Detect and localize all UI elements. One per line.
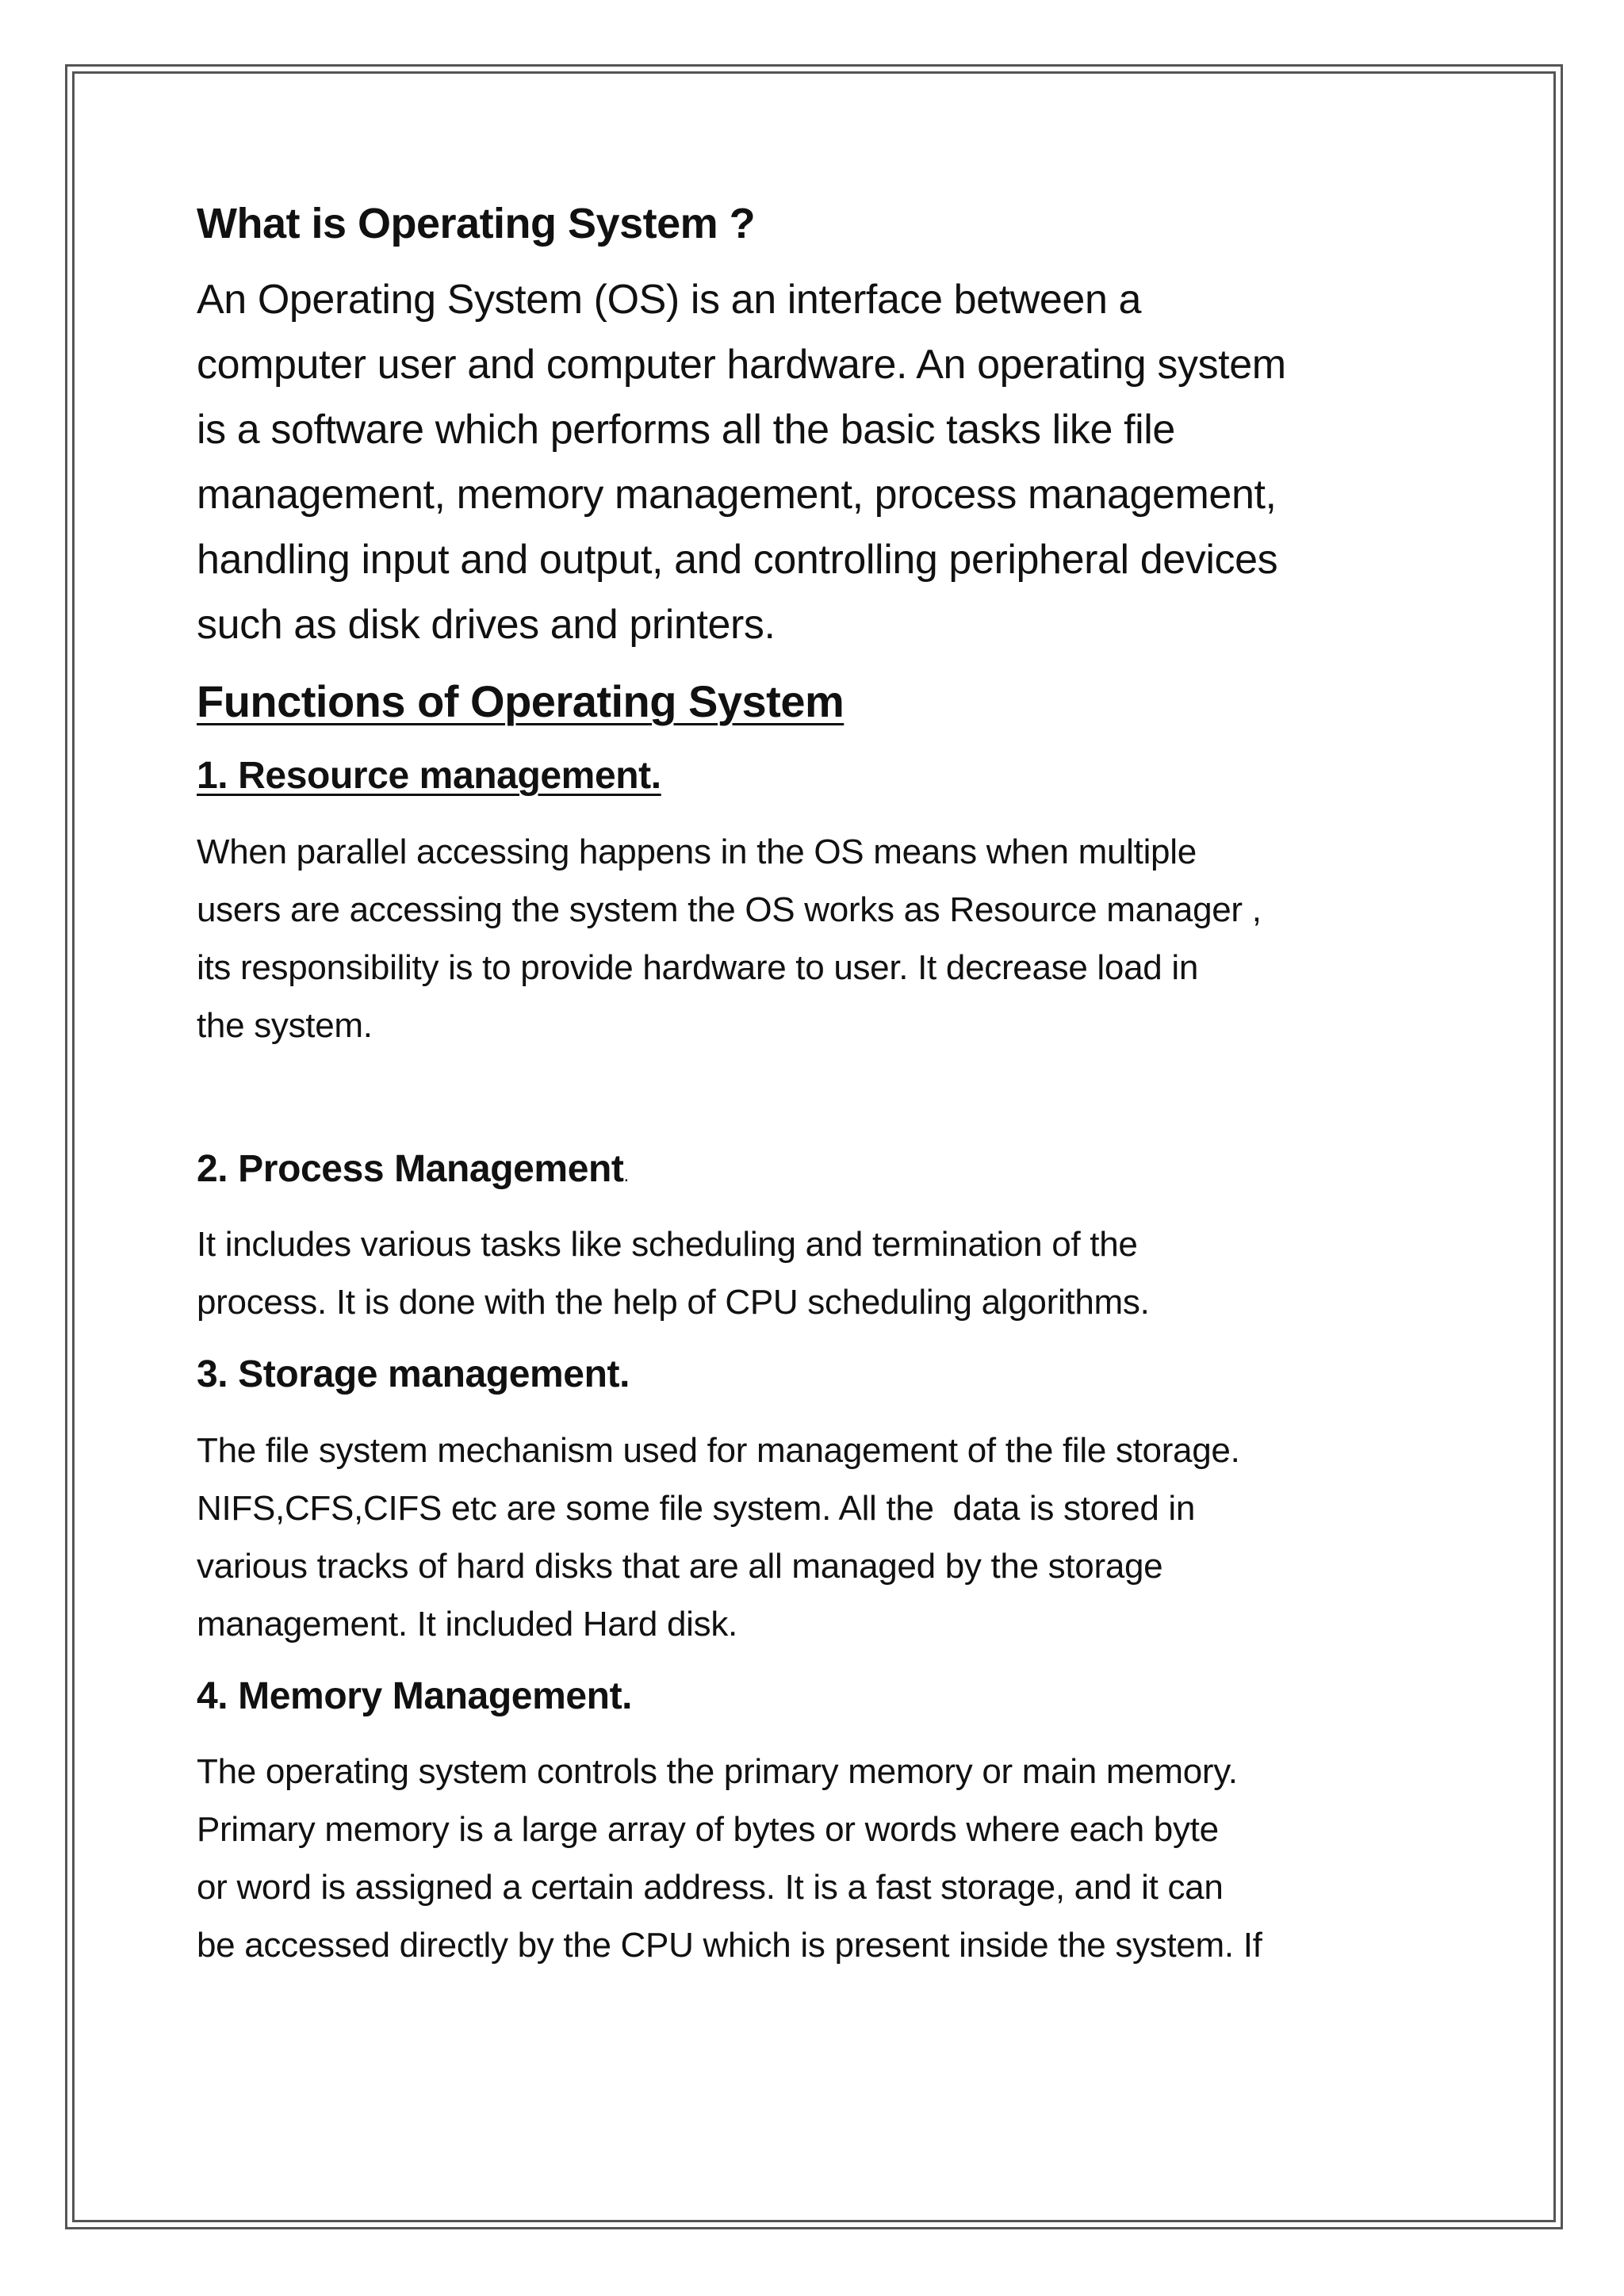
document-content [197,198,1450,1995]
text-line: management. It included Hard disk. [197,1604,737,1644]
intro-line: handling input and output, and controlling peripheral devices [197,536,1278,583]
function-text-process [197,1215,1450,1331]
function-text-storage [197,1422,1450,1653]
text-line: the system. [197,1005,373,1045]
text-line: or word is assigned a certain address. It is a fast storage, and it can [197,1868,1224,1908]
text-line: various tracks of hard disks that are all managed by the storage [197,1546,1163,1586]
page-title: What is Operating System ? [197,200,756,247]
intro-line: An Operating System (OS) is an interface between a [197,276,1142,323]
text-line: users are accessing the system the OS works as Resource manager , [197,890,1262,929]
function-heading-process [197,1146,1450,1192]
function-text-resource [197,823,1450,1054]
function-text-memory [197,1743,1450,1974]
function-heading-process-text: 2. Process Management [197,1147,624,1190]
heading-trailing-dot: . [623,1164,629,1186]
text-line: The file system mechanism used for management of the file storage. [197,1430,1240,1470]
function-heading-resource: 1. Resource management. [197,754,661,797]
function-heading-storage: 3. Storage management. [197,1353,630,1396]
text-line: process. It is done with the help of CPU scheduling algorithms. [197,1283,1150,1322]
text-line: It includes various tasks like scheduling and termination of the [197,1225,1138,1265]
intro-line: management, memory management, process management, [197,471,1277,518]
intro-line: such as disk drives and printers. [197,601,776,648]
text-line: Primary memory is a large array of bytes or words where each byte [197,1810,1219,1850]
text-line: The operating system controls the primary memory or main memory. [197,1752,1238,1792]
section-heading: Functions of Operating System [197,675,845,726]
intro-line: computer user and computer hardware. An operating system [197,341,1286,388]
text-line: its responsibility is to provide hardware to user. It decrease load in [197,947,1198,987]
intro-paragraph [197,267,1450,657]
intro-line: is a software which performs all the basic tasks like file [197,406,1175,453]
text-line: When parallel accessing happens in the OS means when multiple [197,832,1197,871]
text-line: NIFS,CFS,CIFS etc are some file system. All the data is stored in [197,1488,1196,1528]
function-heading-memory: 4. Memory Management. [197,1674,633,1717]
blank-space [197,1075,1450,1146]
text-line: be accessed directly by the CPU which is present inside the system. If [197,1926,1262,1965]
